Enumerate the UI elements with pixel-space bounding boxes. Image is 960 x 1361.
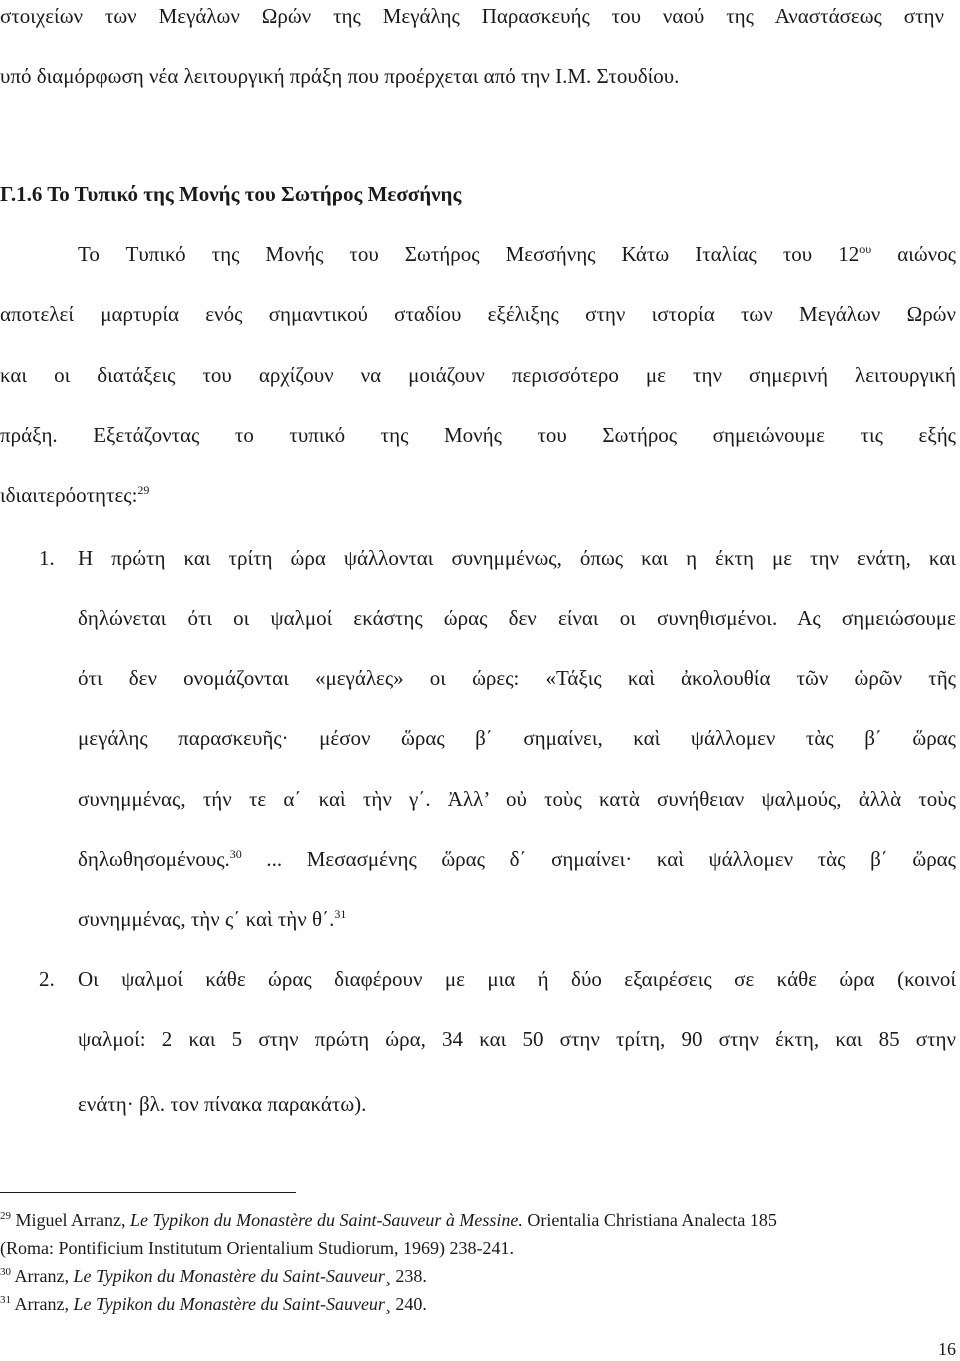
list-item-number: 1. [39, 546, 55, 570]
list-item-line: μεγάλης παρασκευῆς· μέσον ὥρας β΄ σημαίνει, καὶ ψάλλομεν τὰς β΄ ὥρας [78, 726, 956, 750]
paragraph-line: πράξη. Εξετάζοντας το τυπικό της Μονής του Σωτήρος σημειώνουμε τις εξής [0, 423, 956, 447]
footnote-29-line-2: (Roma: Pontificium Institutum Orientalium Studiorum, 1969) 238-241. [0, 1238, 514, 1258]
list-item-line: συνημμένας, τήν τε α΄ καὶ τὴν γ΄. Ἀλλ’ οὐ τοὺς κατὰ συνήθειαν ψαλμούς, ἀλλὰ τοὺς [78, 787, 956, 811]
intro-line-2: υπό διαμόρφωση νέα λειτουργική πράξη που προέρχεται από την Ι.Μ. Στουδίου. [0, 64, 680, 88]
footnote-ref-30[interactable]: 30 [229, 847, 242, 861]
list-item-line: συνημμένας, τὴν ς΄ καὶ τὴν θ΄.$^{31}$ [78, 907, 347, 931]
paragraph-line: αποτελεί μαρτυρία ενός σημαντικού σταδίου εξέλιξης στην ιστορία των Μεγάλων Ωρών [0, 302, 956, 326]
list-item-line: δηλωθησομένους.$^{30}$ ... Μεσασμένης ὥρας δ΄ σημαίνει· καὶ ψάλλομεν τὰς β΄ ὥρας [78, 847, 956, 871]
superscript: ου [859, 242, 872, 256]
page-number: 16 [938, 1339, 956, 1359]
list-item-line: Η πρώτη και τρίτη ώρα ψάλλονται συνημμένως, όπως και η έκτη με την ενάτη, και [78, 546, 956, 570]
footnote-31: $^{31}$ Arranz, Le Typikon du Monastère du Saint-Sauveur¸ 240. [0, 1294, 427, 1314]
list-item-line: Οι ψαλμοί κάθε ώρας διαφέρουν με μια ή δύο εξαιρέσεις σε κάθε ώρα (κοινοί [78, 967, 956, 991]
paragraph-line: Το Τυπικό της Μονής του Σωτήρος Μεσσήνης Κάτω Ιταλίας του $12^{o\upsilon}$ αιώνος [78, 242, 956, 266]
paragraph-line: και οι διατάξεις του αρχίζουν να μοιάζουν περισσότερο με την σημερινή λειτουργική [0, 363, 956, 387]
footnote-ref-31[interactable]: 31 [334, 907, 347, 921]
paragraph-line: ιδιαιτερόοτητες:$^{29}$ [0, 483, 150, 507]
section-heading: Γ.1.6 Το Τυπικό της Μονής του Σωτήρος Μεσσήνης [0, 182, 462, 206]
list-item-line: ενάτη· βλ. τον πίνακα παρακάτω). [78, 1092, 367, 1116]
list-item-line: δηλώνεται ότι οι ψαλμοί εκάστης ώρας δεν είναι οι συνηθισμένοι. Ας σημειώσουμε [78, 606, 956, 630]
footnote-29: $^{29}$ Miguel Arranz, Le Typikon du Monastère du Saint-Sauveur à Messine. Orientalia Christiana Analecta 185 [0, 1210, 777, 1230]
list-item-number: 2. [39, 967, 55, 991]
list-item-line: ότι δεν ονομάζονται «μεγάλες» οι ώρες: «Τάξις καὶ ἀκολουθία τῶν ὡρῶν τῆς [78, 666, 956, 690]
footnote-30: $^{30}$ Arranz, Le Typikon du Monastère du Saint-Sauveur¸ 238. [0, 1266, 427, 1286]
list-item-line: ψαλμοί: 2 και 5 στην πρώτη ώρα, 34 και 50 στην τρίτη, 90 στην έκτη, και 85 στην [78, 1027, 956, 1051]
intro-line-1: στοιχείων των Μεγάλων Ωρών της Μεγάλης Παρασκευής του ναού της Αναστάσεως στην [0, 4, 944, 28]
footnote-separator [0, 1192, 296, 1193]
footnote-ref-29[interactable]: 29 [137, 483, 150, 497]
